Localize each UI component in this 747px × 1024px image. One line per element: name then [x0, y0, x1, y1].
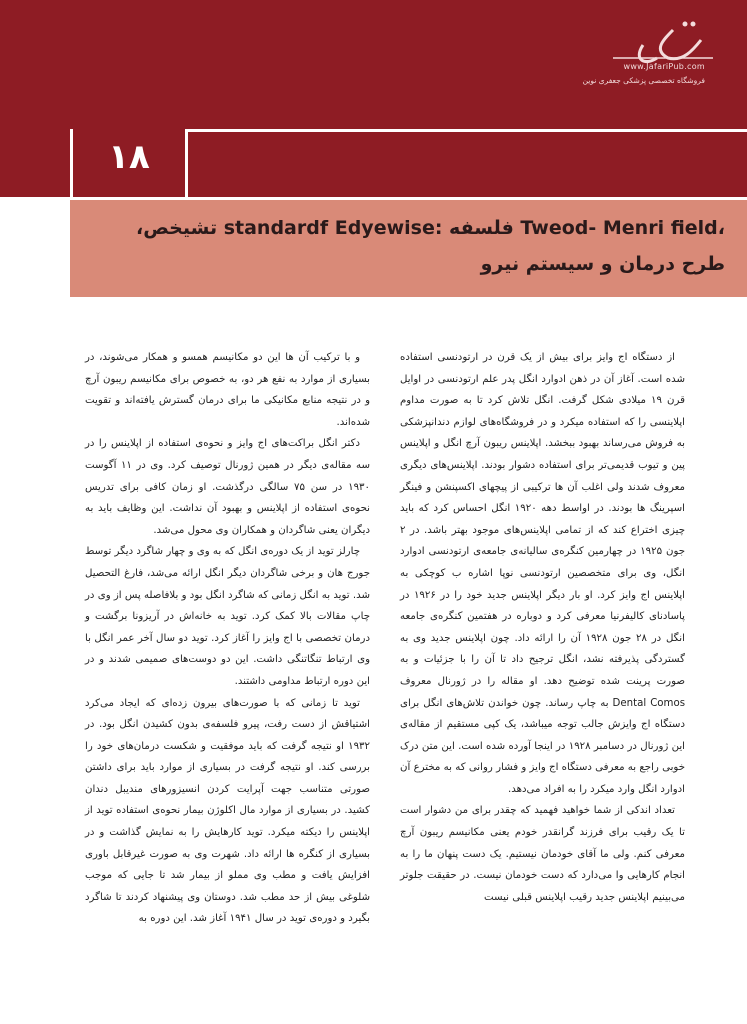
right-column [400, 347, 685, 908]
chapter-title: ،Tweod- Menri field فلسفه :standardf Edyewise تشیخص، طرح درمان و سیستم نیرو [136, 217, 725, 275]
paragraph: تعداد اندکی از شما خواهید فهمید که چقدر برای من دشوار است تا یک رقیب برای فرزند گرانقدر خودم یعنی مکانیسم ریبون آرچ معرفی کنم. ولی ما آقای خودمان نیستیم. یک دست پنهان ما را به انجام کارهایی وا می‌دارد که دست خودمان نیست. در حقیقت جلوتر می‌بینیم اپلاینس جدید رقیب اپلاینس قبلی نیست [400, 805, 685, 903]
logo-site-text: www.JafariPub.com [623, 62, 705, 71]
paragraph: توید تا زمانی که با صورت‌های بیرون زده‌ای که ایجاد می‌کرد اشتیاقش از دست رفت، پیرو فلسفه‌ی بدون کشیدن انگل بود. در ۱۹۳۲ او نتیجه گرفت که باید موفقیت و شکست درمان‌های خود را بررسی کند. او نتیجه گرفت در بسیاری از موارد باید برای داشتن صورتی متناسب جهت آپرایت کردن انسیزورهای مندیبل دندان کشید. در بسیاری از موارد مال اکلوژن بیمار نحوه‌ی استفاده توید از اپلاینس را دیکته میکرد. توید کارهایش را به نمایش گذاشت و در بسیاری از کنگره ها ارائه داد. شهرت وی به صورت غیرقابل باوری افزایش یافت و مطب وی مملو از بیمار شد تا جایی که موجب شلوغی بیش از حد مطب شد. دوستان وی پیشنهاد کردند تا شاگرد بگیرد و دوره‌ی توید در سال ۱۹۴۱ آغاز شد. این دوره به [85, 697, 370, 925]
paragraph: دکتر انگل براکت‌های اج وایز و نحوه‌ی استفاده از اپلاینس را در سه مقاله‌ی دیگر در همین ژورنال توصیف کرد. وی در ۱۱ آگوست ۱۹۳۰ در سن ۷۵ سالگی درگذشت. او زمان کافی برای تدریس نحوه‌ی استفاده از اپلاینس و بهبود آن نداشت. این وظایف باید به دیگران یعنی شاگردان و همکاران وی محول می‌شد. [85, 438, 370, 536]
chapter-number-box [70, 129, 188, 197]
header-band [0, 0, 747, 129]
paragraph: و با ترکیب آن ها این دو مکانیسم همسو و همکار می‌شوند، در بسیاری از موارد به نفع هر دو، به خصوص برای مکانیسم ریبون آرچ و در نتیجه منابع مکانیکی ما برای درمان گسترش یافته‌اند و تقویت شده‌اند. [85, 352, 370, 428]
jafari-logo-icon [573, 10, 723, 100]
chapter-right-strip [188, 129, 747, 197]
logo-tagline: فروشگاه تخصصی پزشکی جعفری نوین [582, 76, 705, 85]
title-band [70, 197, 747, 297]
paragraph: چارلز توید از یک دوره‌ی انگل که به وی و چهار شاگرد دیگر توسط جورج هان و برخی شاگردان دیگر انگل ارائه می‌شد، فارغ التحصیل شد. توید به انگل زمانی که شاگرد انگل بود و بلافاصله پس از وی در چاپ مقالات بالا کمک کرد. توید به خانه‌اش در آریزونا برگشت و درمان تخصصی با اج وایز را آغاز کرد. توید دو سال آخر عمر انگل با وی ارتباط تنگاتنگی داشت. این دو دوست‌های صمیمی شدند و در این دوره ارتباط مداومی داشتند. [85, 546, 370, 687]
chapter-left-strip [0, 129, 70, 197]
paragraph: از دستگاه اج وایز برای بیش از یک قرن در ارتودنسی استفاده شده است. آغاز آن در ذهن ادوارد انگل پدر علم ارتودنسی در اوایل قرن ۱۹ میلادی شکل گرفت. انگل تلاش کرد تا به صورت مداوم اپلاینسی را که استفاده میکرد و در فروشگاه‌های لوازم دندانپزشکی به فروش می‌رساند بهبود ببخشد. اپلاینس ریبون آرچ انگل و اپلاینس پین و تیوب قدیمی‌تر برای استفاده دشوار بودند. اپلاینس‌های دیگری معروف شدند ولی اغلب آن ها ترکیبی از پیچهای اکسپنشن و فینگر اسپرینگ ها بودند. در اواسط دهه ۱۹۲۰ انگل احساس کرد که باید چیزی اختراع کند که از تمامی اپلاینس‌های موجود بهتر باشد. در ۲ جون ۱۹۲۵ در چهارمین کنگره‌ی سالیانه‌ی جامعه‌ی ارتودنسی ادوارد انگل، وی برای متخصصین ارتودنسی نوپا اشاره ب کوچکی به اپلاینس اج وایز کرد. او بار دیگر اپلاینس جدید خود را در ۱۹۲۶ در پاسادنای کالیفرنیا معرفی کرد و دوباره در هفتمین کنگره‌ی جامعه انگل در ۲۸ جون ۱۹۲۸ آن را ارائه داد. چون اپلاینس جدید وی به گستردگی پذیرفته نشد، انگل ترجیح داد تا آن را با جزئیات و به صورت پرینت شده توضیح دهد. او مقاله را در ژورنال معروف Dental Comos به چاپ رساند. چون خواندن تلاش‌های انگل برای دستگاه اج وایزش جالب توجه میباشد، یک کپی مستقیم از مقاله‌ی این ژورنال در دسامبر ۱۹۲۸ در اینجا آورده شده است. این متن درک خوبی راجع به معرفی دستگاه اج وایز و فشار روانی که به مخترع آن ادوارد انگل وارد میکرد را به افراد می‌دهد. [400, 352, 686, 795]
left-column [85, 347, 370, 930]
chapter-row [0, 129, 747, 197]
chapter-number: ۱۸ [108, 137, 150, 177]
